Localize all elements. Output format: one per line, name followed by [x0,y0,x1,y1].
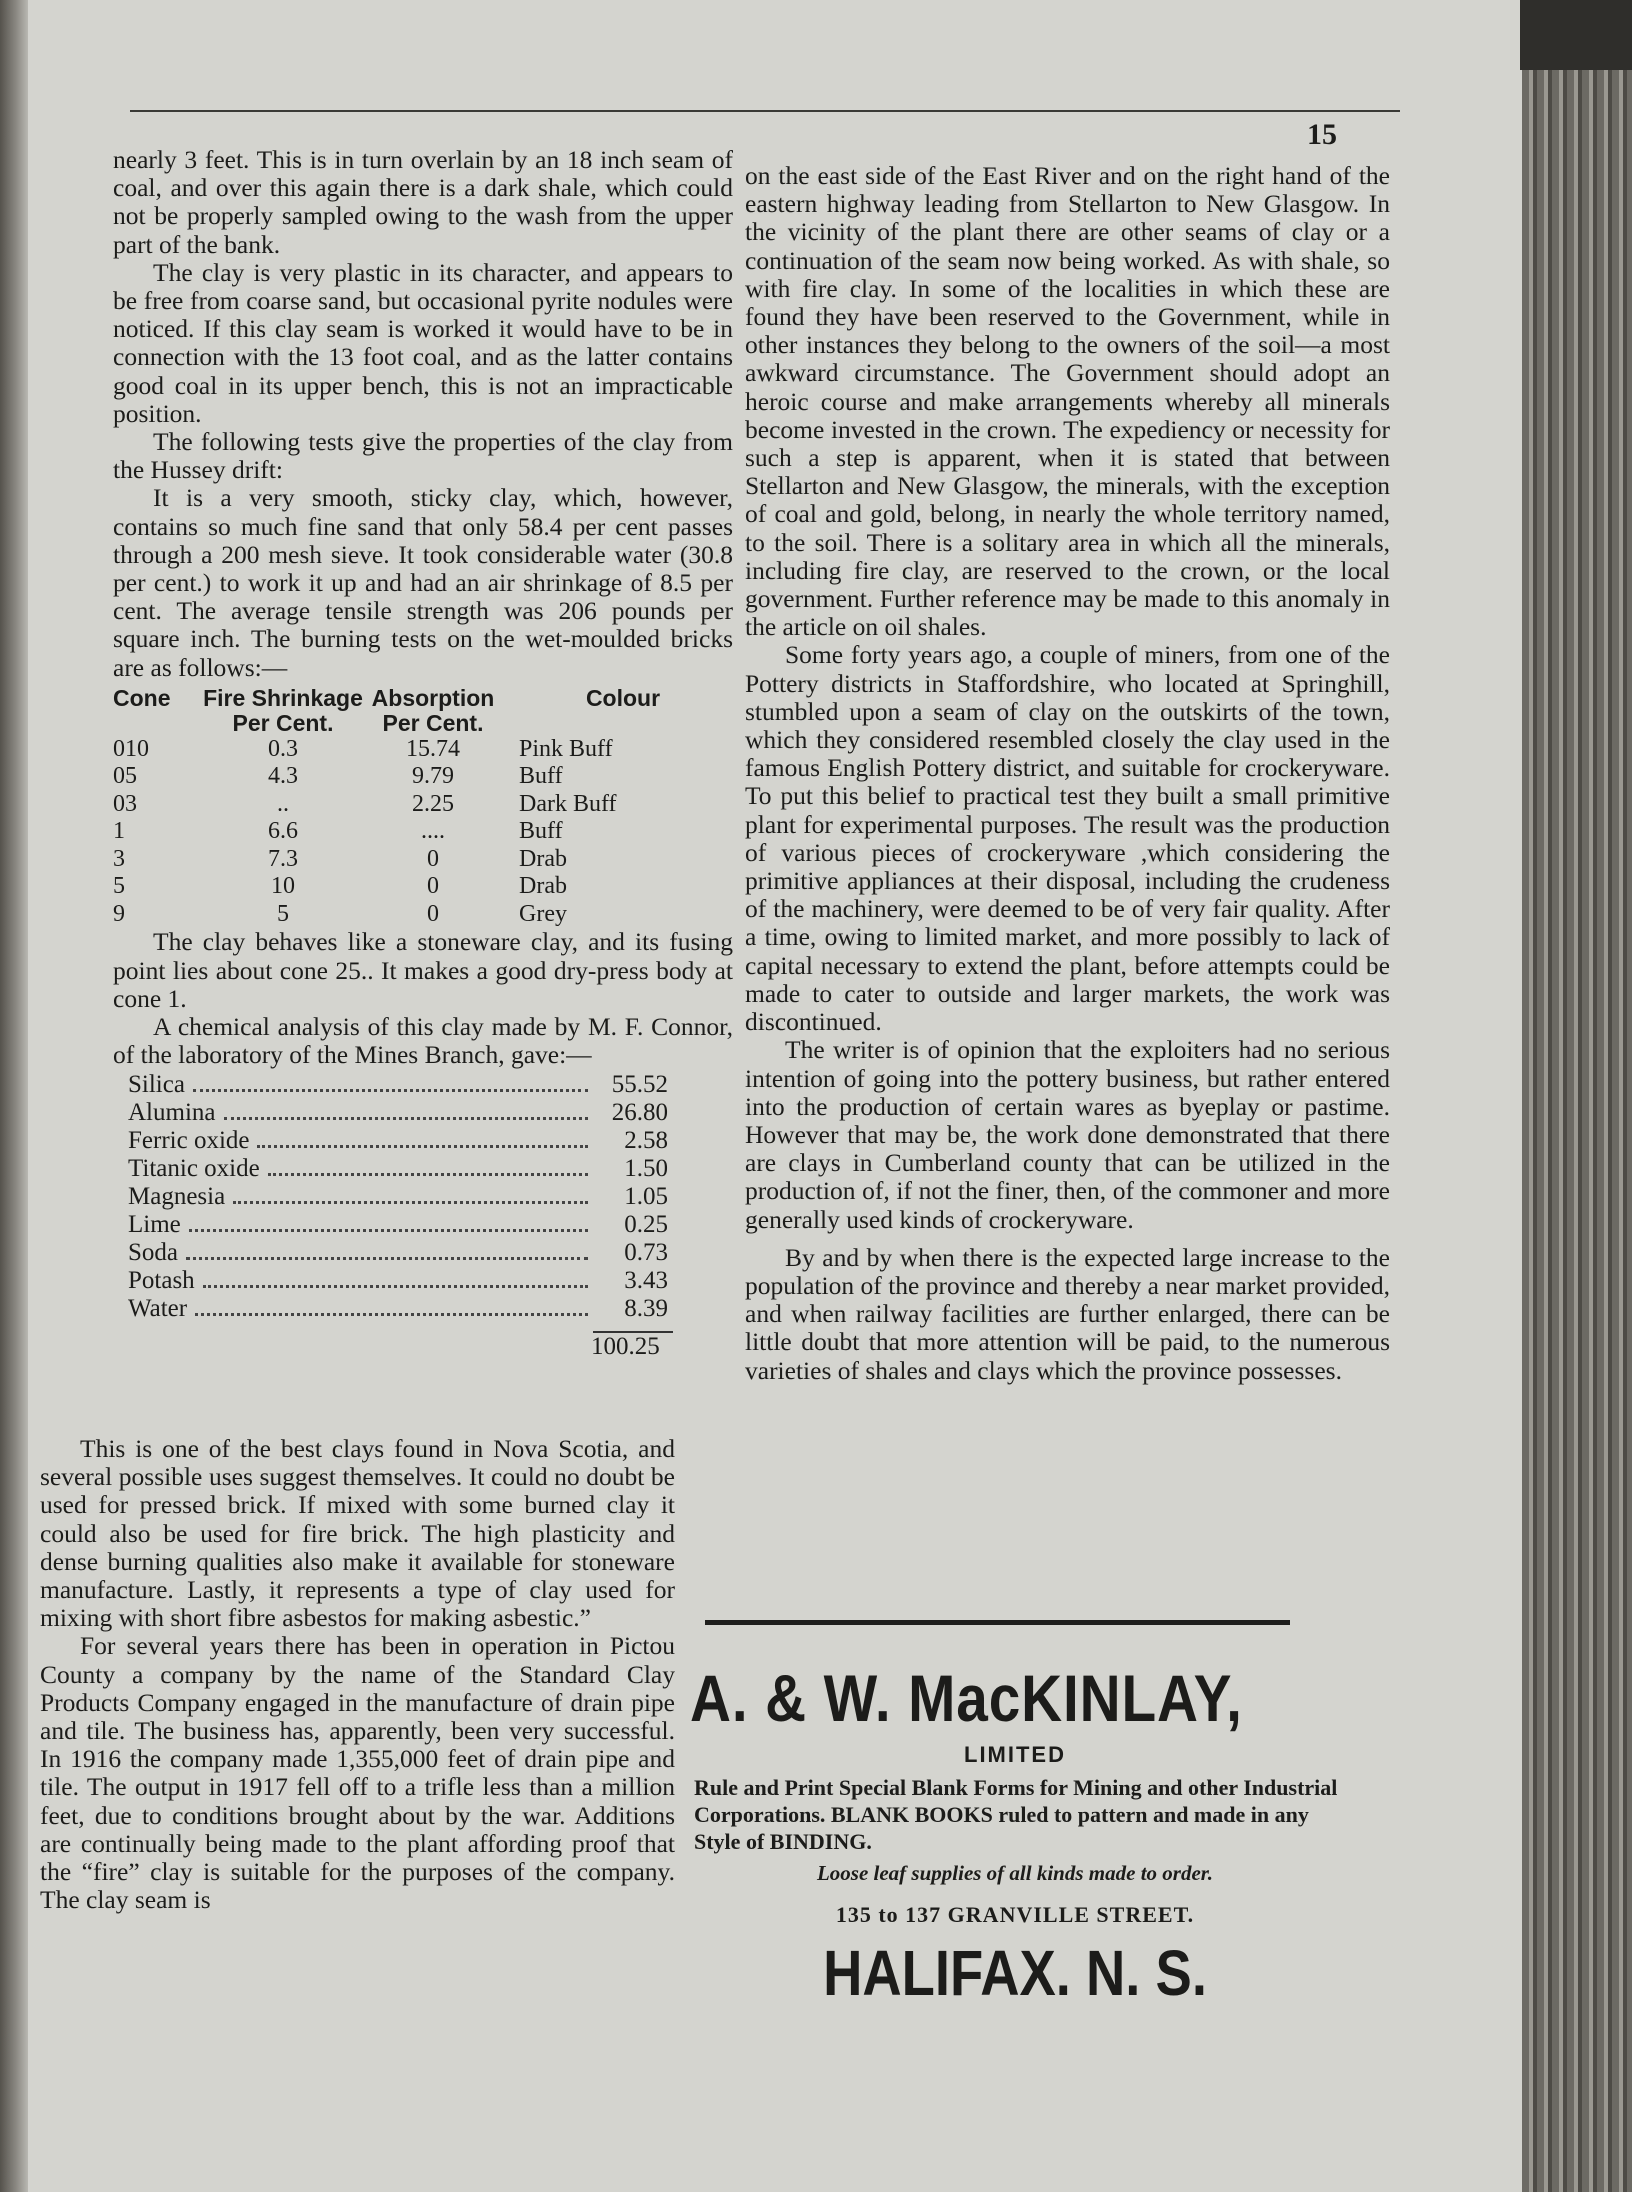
cell-fire-shrinkage: 10 [271,873,295,900]
paragraph: The clay is very plastic in its character, and appears to be free from coarse sand, but occasional pyrite nodules were noticed. If this clay seam is worked it would have to be in connection with the 13 foot coal, and as the latter contains good coal in its upper bench, this is not an impracticable position. [113,257,733,428]
leader-dots [189,1229,588,1232]
cell-fire-shrinkage: 4.3 [268,763,298,790]
list-item [128,1295,668,1323]
paragraph: on the east side of the East River and on the right hand of the eastern highway leading from Stellarton to New Glasgow. In the vicinity of the plant there are other seams of clay or a continuation of the seam now being worked. As with shale, so with fire clay. In some of the localities in which these are found they have been reserved to the Government, while in other instances they belong to the owners of the soil—a most awkward circumstance. The Government should adopt an heroic course and make arrangements whereby all minerals become invested in the crown. The expediency or necessity for such a step is apparent, when it is stated that between Stellarton and New Glasgow, the minerals, with the exception of coal and gold, belong, in nearly the whole territory named, to the soil. There is a solitary area in which all the minerals, including fire clay, are reserved to the crown, or the local government. Further reference may be made to this anomaly in the article on oil shales. [745,161,1390,642]
cell-absorption: 9.79 [412,763,454,790]
cell-fire-shrinkage: 0.3 [268,735,298,762]
page-edges [1522,60,1632,2192]
cell-colour: Drab [519,845,567,872]
cell-colour: Grey [519,900,567,927]
table-row [113,901,743,929]
table-row [113,818,743,846]
paragraph: The writer is of opinion that the exploiters had no serious intention of going into the pottery business, but rather entered into the production of certain wares as byeplay or pastime. However that may be, the work done demonstrated that there are clays in Cumberland county that can be utilized in the production of, if not the finer, then, of the commoner and more generally used kinds of crockeryware. [745,1035,1390,1234]
column-header-colour: Colour [585,684,661,711]
leader-dots [257,1145,588,1148]
advertisement-body: Rule and Print Special Blank Forms for Mining and other Industrial Corporations. BLANK BOOKS ruled to pattern and made in any Style of BINDING. [694,1775,1338,1854]
column-header-cone: Cone [113,684,171,711]
advertiser-limited: LIMITED [964,1742,1066,1767]
analysis-name: Alumina [128,1099,216,1127]
list-item [128,1183,668,1211]
leader-dots [268,1173,588,1176]
list-item [128,1211,668,1239]
list-item [128,1267,668,1295]
cell-colour: Dark Buff [519,790,617,817]
cell-colour: Pink Buff [519,735,613,762]
advertisement-street: 135 to 137 GRANVILLE STREET. [835,1902,1195,1927]
advertiser-name: A. & W. MacKINLAY, [690,1661,1243,1735]
leader-dots [193,1089,588,1092]
analysis-value: 55.52 [611,1071,668,1099]
list-item [128,1239,668,1267]
cell-cone: 9 [113,900,125,927]
paragraph: For several years there has been in operation in Pictou County a company by the name of the Standard Clay Products Company engaged in the manufacture of drain pipe and tile. The business has, apparently, been very successful. In 1916 the company made 1,355,000 feet of drain pipe and tile. The output in 1917 fell off to a trifle less than a million feet, due to conditions brought about by the war. Additions are continually being made to the plant affording proof that the “fire” clay is suitable for the purposes of the company. The clay seam is [40,1631,675,1915]
paragraph: The following tests give the properties of the clay from the Hussey drift: [113,427,733,485]
right-column [745,162,1390,1385]
cell-colour: Drab [519,873,567,900]
left-column-bottom [40,1435,675,1914]
cell-fire-shrinkage: 5 [277,900,289,927]
leader-dots [233,1201,588,1204]
table-row [113,763,743,791]
advertisement-rule [705,1620,1290,1625]
cell-cone: 1 [113,818,125,845]
table-header-row [113,686,743,736]
cell-absorption: .... [421,818,445,845]
analysis-name: Water [128,1295,188,1323]
list-item [128,1071,668,1099]
paragraph: Some forty years ago, a couple of miners, from one of the Pottery districts in Staffordshire, who located at Springhill, stumbled upon a seam of clay on the outskirts of the town, which they considered resembled closely the clay used in the famous English Pottery district, and suitable for crockeryware. To put this belief to practical test they built a small primitive plant for experimental purposes. The result was the production of various pieces of crockeryware ,which considering the primitive appliances at their disposal, including the crudeness of the machinery, were deemed to be of very fair quality. After a time, owing to limited market, and more possibly to lack of capital necessary to extend the plant, before attempts could be made to cater to outside and larger markets, the work was discontinued. [745,640,1390,1037]
leader-dots [224,1117,589,1120]
chemical-analysis-list [113,1071,733,1323]
list-item [128,1099,668,1127]
leader-dots [186,1257,588,1260]
cell-cone: 05 [113,763,137,790]
analysis-name: Lime [128,1211,181,1239]
cell-cone: 5 [113,873,125,900]
cell-absorption: 2.25 [412,790,454,817]
advertisement-city: HALIFAX. N. S. [823,1937,1207,2009]
analysis-name: Titanic oxide [128,1155,260,1183]
analysis-value: 26.80 [611,1099,668,1127]
analysis-name: Soda [128,1239,178,1267]
paragraph: A chemical analysis of this clay made by M. F. Connor, of the laboratory of the Mines Branch, gave:— [113,1011,733,1070]
list-item [128,1155,668,1183]
analysis-name: Potash [128,1267,195,1295]
page-number: 15 [1307,118,1337,151]
cell-absorption: 0 [427,873,439,900]
cell-fire-shrinkage: 6.6 [268,818,298,845]
leader-dots [203,1285,588,1288]
paragraph: By and by when there is the expected large increase to the population of the province and thereby a near market provided, and when railway facilities are further enlarged, there can be little doubt that more attention will be paid, to the numerous varieties of shales and clays which the province possesses. [745,1242,1390,1385]
table-row [113,873,743,901]
burning-tests-table [113,686,743,929]
cell-colour: Buff [519,818,563,845]
column-header-fire-shrinkage: Fire Shrinkage Per Cent. [203,684,363,736]
paragraph: The clay behaves like a stoneware clay, and its fusing point lies about cone 25.. It makes a good dry-press body at cone 1. [113,927,733,1013]
analysis-name: Silica [128,1071,185,1099]
left-column [113,146,733,1362]
analysis-value: 0.25 [624,1211,668,1239]
analysis-value: 2.58 [624,1127,668,1155]
column-header-absorption: Absorption Per Cent. [371,684,495,736]
cell-cone: 010 [113,735,149,762]
analysis-name: Magnesia [128,1183,226,1211]
analysis-total: 100.25 [591,1333,660,1361]
table-row [113,791,743,819]
paragraph: This is one of the best clays found in Nova Scotia, and several possible uses suggest themselves. It could no doubt be used for pressed brick. If mixed with some burned clay it could also be used for fire brick. The high plasticity and dense burning qualities also make it available for stoneware manufacture. Lastly, it represents a type of clay used for mixing with short fibre asbestos for making asbestic.” [40,1434,675,1633]
table-row [113,736,743,764]
leader-dots [195,1313,588,1316]
cell-absorption: 15.74 [406,735,460,762]
cell-absorption: 0 [427,900,439,927]
book-gutter [0,0,28,2192]
analysis-value: 8.39 [624,1295,668,1323]
cell-colour: Buff [519,763,563,790]
analysis-value: 1.05 [624,1183,668,1211]
cell-cone: 3 [113,845,125,872]
paragraph: It is a very smooth, sticky clay, which, however, contains so much fine sand that only 58.4 per cent passes through a 200 mesh sieve. It took considerable water (30.8 per cent.) to work it up and had an air shrinkage of 8.5 per cent. The average tensile strength was 206 pounds per square inch. The burning tests on the wet-moulded bricks are as follows:— [113,483,733,682]
paragraph: nearly 3 feet. This is in turn overlain by an 18 inch seam of coal, and over this again there is a dark shale, which could not be properly sampled owing to the wash from the upper part of the bank. [113,145,733,259]
background-corner [1520,0,1632,70]
header-rule [130,110,1400,112]
cell-fire-shrinkage: 7.3 [268,845,298,872]
list-item [128,1127,668,1155]
advertisement [690,1660,1340,2008]
advertisement-loose-leaf: Loose leaf supplies of all kinds made to order. [816,1861,1214,1885]
analysis-value: 3.43 [624,1267,668,1295]
cell-fire-shrinkage: .. [277,790,289,817]
analysis-value: 1.50 [624,1155,668,1183]
analysis-value: 0.73 [624,1239,668,1267]
table-row [113,846,743,874]
cell-absorption: 0 [427,845,439,872]
analysis-name: Ferric oxide [128,1127,250,1155]
cell-cone: 03 [113,790,137,817]
